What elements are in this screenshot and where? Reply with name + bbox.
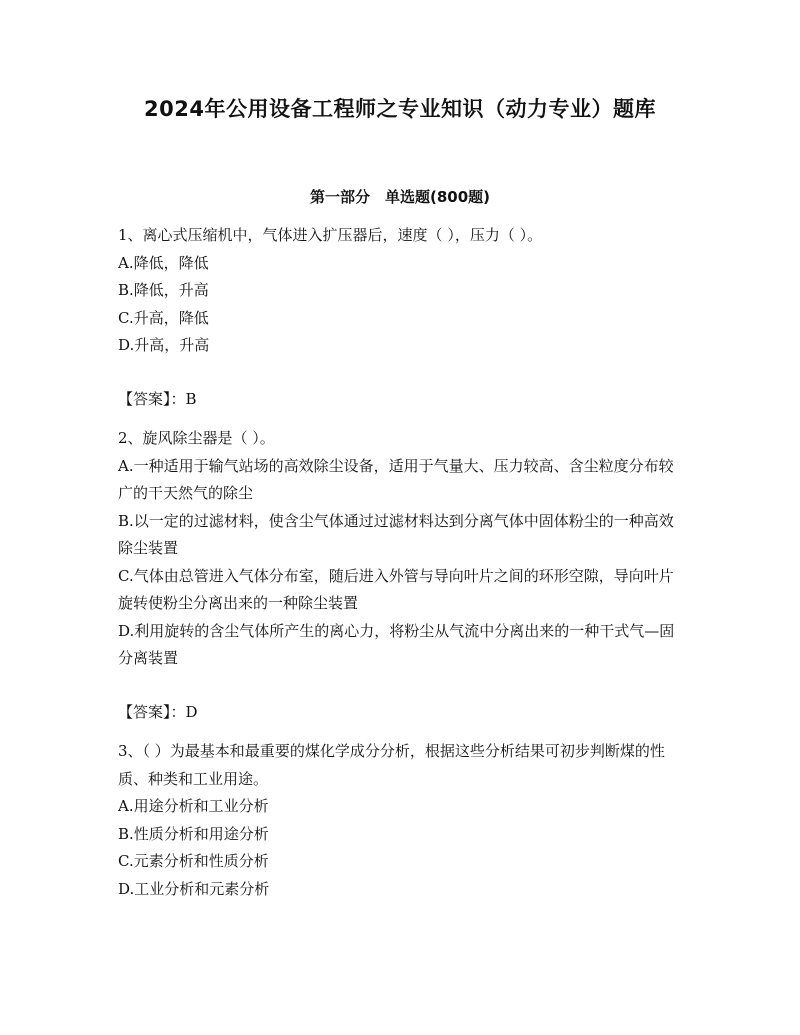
question-3 xyxy=(118,738,688,903)
option-a: A.用途分析和工业分析 xyxy=(118,797,269,815)
answer-line xyxy=(118,386,688,414)
option-b: B.以一定的过滤材料，使含尘气体通过过滤材料达到分离气体中固体粉尘的一种高效除尘装置 xyxy=(118,511,674,557)
option-c: C.升高，降低 xyxy=(118,308,209,327)
option-d: D.升高，升高 xyxy=(118,336,210,354)
option-c: C.气体由总管进入气体分布室，随后进入外管与导向叶片之间的环形空隙，导向叶片旋转使粉尘分离出来的一种除尘装置 xyxy=(118,566,674,612)
option-c: C.元素分析和性质分析 xyxy=(118,852,269,870)
answer-label: 【答案】： xyxy=(118,389,186,408)
option-b: B.降低，升高 xyxy=(118,281,209,299)
document-title: 2024年公用设备工程师之专业知识（动力专业）题库 xyxy=(144,97,656,121)
option-a: A.降低，降低 xyxy=(118,253,209,272)
option-d: D.利用旋转的含尘气体所产生的离心力，将粉尘从气流中分离出来的一种干式气—固分离装置 xyxy=(118,621,675,667)
answer-value: B xyxy=(185,389,197,408)
question-1 xyxy=(118,222,688,413)
answer-value: D xyxy=(185,702,198,721)
question-text: 1、离心式压缩机中，气体进入扩压器后，速度（ ），压力（ ）。 xyxy=(118,226,543,244)
option-d: D.工业分析和元素分析 xyxy=(118,879,270,898)
answer-label: 【答案】： xyxy=(118,702,186,721)
option-a: A.一种适用于输气站场的高效除尘设备，适用于气量大、压力较高、含尘粒度分布较广的干天然气的除尘 xyxy=(118,456,674,502)
option-b: B.性质分析和用途分析 xyxy=(118,824,269,843)
question-2 xyxy=(118,425,688,726)
answer-line xyxy=(118,699,688,727)
question-text: 2、旋风除尘器是（ ）。 xyxy=(118,429,275,447)
question-text: 3、（ ）为最基本和最重要的煤化学成分分析，根据这些分析结果可初步判断煤的性质、种类和工业用途。 xyxy=(118,742,665,788)
section-title: 第一部分 单选题(800题) xyxy=(309,188,491,206)
question-list xyxy=(118,222,688,903)
